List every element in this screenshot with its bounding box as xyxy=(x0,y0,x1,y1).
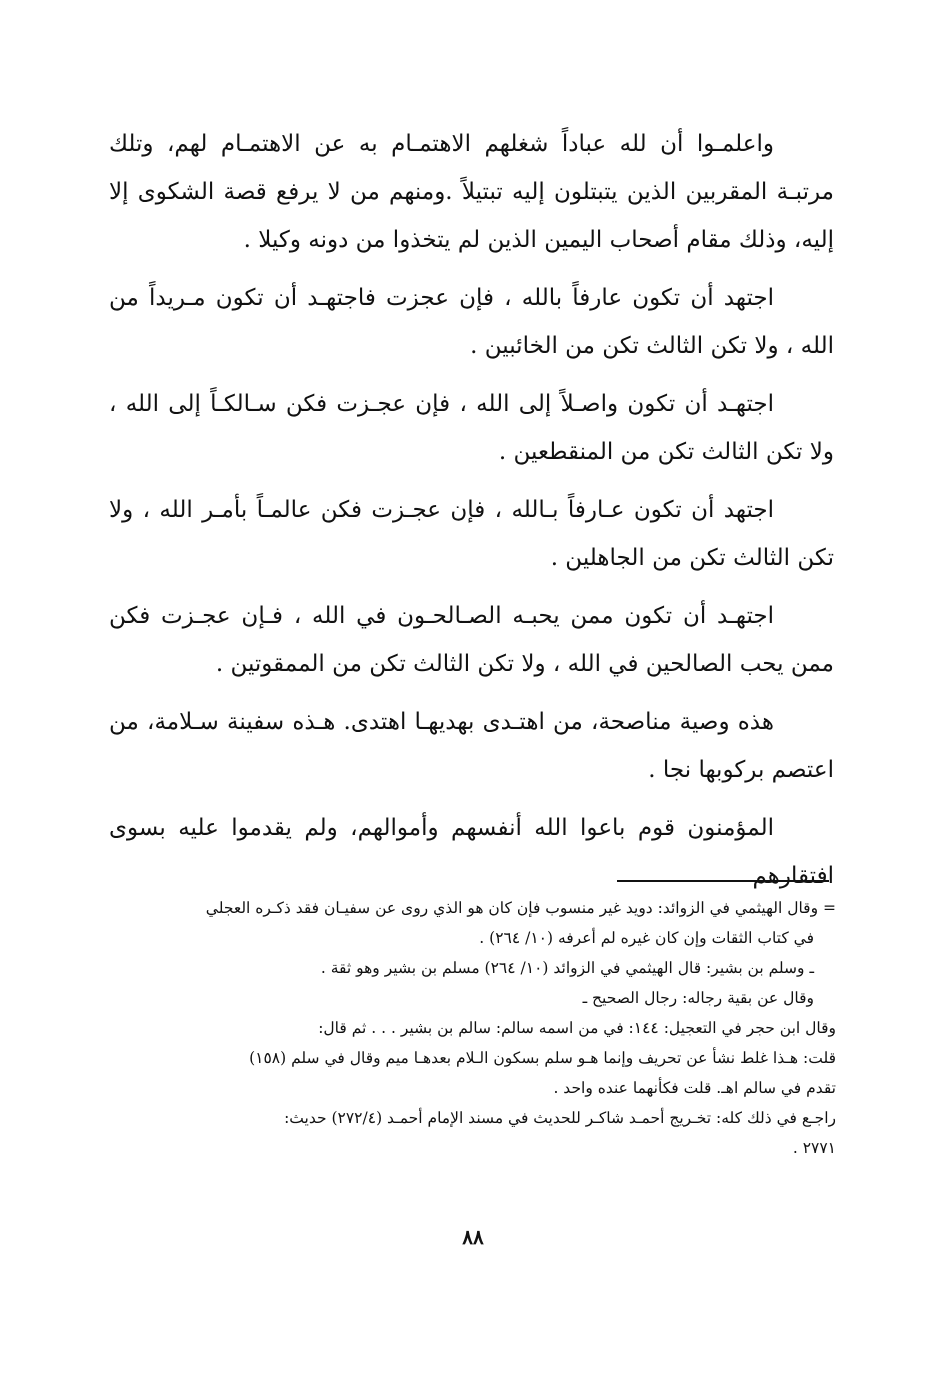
paragraph xyxy=(109,120,834,264)
footnote-line: وقال ابن حجر في التعجيل: ١٤٤: في من اسمه سالم: سالم بن بشير . . . ثم قال: xyxy=(318,1019,836,1037)
main-text-block xyxy=(109,120,834,910)
paragraph-text: اجتهـد أن تكون ممن يحبـه الصـالحـون في الله ، فـإن عجـزت فكن ممن يحب الصالحين في الله ، ولا تكن الثالث تكن من الممقوتين . xyxy=(109,603,834,677)
footnote-line: وقال عن بقية رجاله: رجال الصحيح ـ xyxy=(582,989,814,1007)
paragraph xyxy=(109,592,834,688)
paragraph-text: هذه وصية مناصحة، من اهتـدى بهديهـا اهتدى. هـذه سفينة سـلامة، من اعتصم بركوبها نجا . xyxy=(109,709,834,783)
footnote-line: تقدم في سالم اهـ. قلت فكأنهما عنده واحد . xyxy=(553,1079,836,1097)
paragraph-text: اجتهـد أن تكون واصـلاً إلى الله ، فإن عجـزت فكن سـالكـاً إلى الله ، ولا تكن الثالث تكن من المنقطعين . xyxy=(109,391,834,465)
paragraph-text: اجتهد أن تكون عارفاً بالله ، فإن عجزت فاجتهـد أن تكون مـريداً من الله ، ولا تكن الثالث تكن من الخائبين . xyxy=(109,285,834,359)
page-number: ٨٨ xyxy=(462,1225,484,1249)
footnote-line: قلت: هـذا غلط نشأ عن تحريف وإنما هـو سلم بسكون الـلام بعدهـا ميم وقال في سلم (١٥٨) xyxy=(249,1049,836,1067)
footnote-line: راجـع في ذلك كله: تخـريج أحمـد شاكـر للحديث في مسند الإمام أحمـد (٢٧٢/٤) حديث: xyxy=(284,1109,836,1127)
paragraph-text: واعلمـوا أن لله عباداً شغلهم الاهتمـام به عن الاهتمـام لهم، وتلك مرتبـة المقربين الذين يتبتلون إليه تبتيلاً .ومنهم من لا يرفع قصة الشكوى إلا إليه، وذلك مقام أصحاب اليمين الذين لم يتخذوا من دونه وكيلا . xyxy=(109,131,834,253)
footnote-line: = وقال الهيثمي في الزوائد: دويد غير منسوب فإن كان هو الذي روى عن سفيـان فقد ذكـره العجلي xyxy=(205,899,836,917)
footnote-line: ٢٧٧١ . xyxy=(792,1139,836,1157)
paragraph xyxy=(109,274,834,370)
paragraph-text: المؤمنون قوم باعوا الله أنفسهم وأموالهم، ولم يقدموا عليه بسوى افتقارهم xyxy=(109,815,834,889)
paragraph-text: اجتهد أن تكون عـارفاً بـالله ، فإن عجـزت فكن عالمـاً بأمـر الله ، ولا تكن الثالث تكن من الجاهلين . xyxy=(109,497,834,571)
footnote-divider xyxy=(617,880,829,882)
footnote-line: ـ وسلم بن بشير: قال الهيثمي في الزوائد (١٠/ ٢٦٤) مسلم بن بشير وهو ثقة . xyxy=(320,959,814,977)
paragraph xyxy=(109,698,834,794)
paragraph xyxy=(109,380,834,476)
paragraph xyxy=(109,486,834,582)
footnotes-block xyxy=(109,893,836,1163)
paragraph xyxy=(109,804,834,900)
footnote-line: في كتاب الثقات وإن كان غيره لم أعرفه (١٠/ ٢٦٤) . xyxy=(479,929,814,947)
